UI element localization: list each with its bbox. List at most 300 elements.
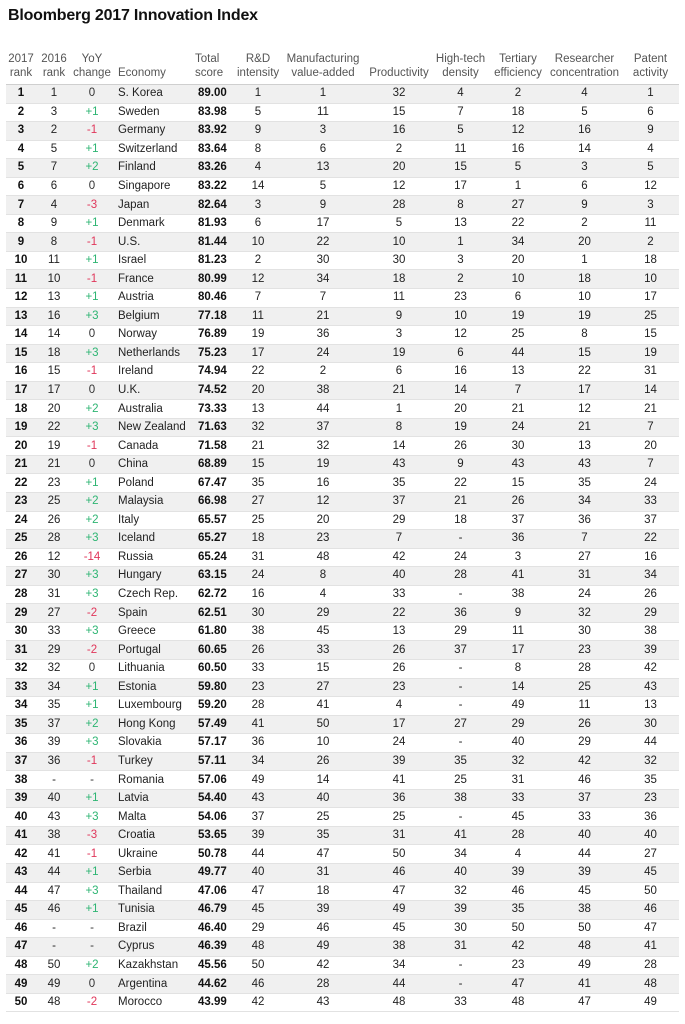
cell-yoy-change: +3 xyxy=(72,530,112,549)
cell-researcher-concentration: 35 xyxy=(547,474,622,493)
cell-high-tech-density: 17 xyxy=(432,177,489,196)
cell-high-tech-density: 35 xyxy=(432,752,489,771)
cell-rank-2016: 35 xyxy=(36,697,72,716)
cell-researcher-concentration: 19 xyxy=(547,307,622,326)
cell-economy: Malta xyxy=(112,808,194,827)
cell-total-score: 57.06 xyxy=(194,771,236,790)
table-row xyxy=(6,344,679,363)
cell-rank-2017: 50 xyxy=(6,993,36,1012)
cell-rank-2017: 5 xyxy=(6,159,36,178)
table-row xyxy=(6,975,679,994)
table-row xyxy=(6,808,679,827)
cell-rank-2016: 8 xyxy=(36,233,72,252)
cell-rd-intensity: 48 xyxy=(236,938,280,957)
cell-economy: Cyprus xyxy=(112,938,194,957)
cell-manufacturing: 40 xyxy=(280,789,366,808)
cell-high-tech-density: 19 xyxy=(432,418,489,437)
cell-tertiary-efficiency: 43 xyxy=(489,455,547,474)
cell-total-score: 62.51 xyxy=(194,604,236,623)
cell-tertiary-efficiency: 33 xyxy=(489,789,547,808)
cell-rank-2017: 35 xyxy=(6,715,36,734)
cell-yoy-change: -2 xyxy=(72,604,112,623)
cell-tertiary-efficiency: 37 xyxy=(489,511,547,530)
cell-productivity: 45 xyxy=(366,919,432,938)
cell-rank-2017: 14 xyxy=(6,326,36,345)
cell-total-score: 89.00 xyxy=(194,85,236,104)
cell-total-score: 67.47 xyxy=(194,474,236,493)
cell-manufacturing: 33 xyxy=(280,641,366,660)
cell-tertiary-efficiency: 2 xyxy=(489,85,547,104)
table-row xyxy=(6,882,679,901)
cell-rd-intensity: 37 xyxy=(236,808,280,827)
cell-researcher-concentration: 20 xyxy=(547,233,622,252)
cell-researcher-concentration: 13 xyxy=(547,437,622,456)
cell-rank-2016: 17 xyxy=(36,381,72,400)
cell-yoy-change: +2 xyxy=(72,956,112,975)
cell-productivity: 32 xyxy=(366,85,432,104)
cell-yoy-change: +1 xyxy=(72,251,112,270)
cell-rank-2017: 43 xyxy=(6,863,36,882)
cell-rank-2016: 28 xyxy=(36,530,72,549)
cell-high-tech-density: - xyxy=(432,585,489,604)
cell-yoy-change: +1 xyxy=(72,863,112,882)
cell-researcher-concentration: 10 xyxy=(547,289,622,308)
cell-economy: Spain xyxy=(112,604,194,623)
cell-rd-intensity: 28 xyxy=(236,697,280,716)
cell-tertiary-efficiency: 19 xyxy=(489,307,547,326)
cell-researcher-concentration: 32 xyxy=(547,604,622,623)
cell-researcher-concentration: 23 xyxy=(547,641,622,660)
cell-tertiary-efficiency: 9 xyxy=(489,604,547,623)
table-row xyxy=(6,214,679,233)
cell-rank-2017: 13 xyxy=(6,307,36,326)
cell-tertiary-efficiency: 17 xyxy=(489,641,547,660)
cell-manufacturing: 50 xyxy=(280,715,366,734)
cell-rank-2017: 27 xyxy=(6,567,36,586)
cell-researcher-concentration: 3 xyxy=(547,159,622,178)
cell-economy: Denmark xyxy=(112,214,194,233)
cell-rank-2016: 27 xyxy=(36,604,72,623)
cell-patent-activity: 38 xyxy=(622,622,679,641)
cell-economy: S. Korea xyxy=(112,85,194,104)
cell-high-tech-density: 8 xyxy=(432,196,489,215)
cell-economy: Finland xyxy=(112,159,194,178)
cell-researcher-concentration: 39 xyxy=(547,863,622,882)
cell-economy: Japan xyxy=(112,196,194,215)
cell-manufacturing: 15 xyxy=(280,659,366,678)
cell-high-tech-density: 15 xyxy=(432,159,489,178)
table-row xyxy=(6,548,679,567)
cell-yoy-change: -1 xyxy=(72,752,112,771)
cell-tertiary-efficiency: 4 xyxy=(489,845,547,864)
cell-high-tech-density: 6 xyxy=(432,344,489,363)
cell-productivity: 28 xyxy=(366,196,432,215)
cell-high-tech-density: 38 xyxy=(432,789,489,808)
cell-productivity: 37 xyxy=(366,493,432,512)
cell-productivity: 8 xyxy=(366,418,432,437)
cell-patent-activity: 14 xyxy=(622,381,679,400)
cell-manufacturing: 29 xyxy=(280,604,366,623)
cell-rank-2017: 6 xyxy=(6,177,36,196)
cell-high-tech-density: - xyxy=(432,678,489,697)
innovation-index-table xyxy=(6,52,679,1012)
header-tertiary-efficiency: Tertiary efficiency xyxy=(494,53,542,79)
cell-productivity: 3 xyxy=(366,326,432,345)
cell-yoy-change: -1 xyxy=(72,122,112,141)
cell-rank-2016: - xyxy=(36,938,72,957)
cell-rd-intensity: 44 xyxy=(236,845,280,864)
cell-tertiary-efficiency: 44 xyxy=(489,344,547,363)
cell-manufacturing: 41 xyxy=(280,697,366,716)
cell-yoy-change: +2 xyxy=(72,493,112,512)
cell-total-score: 71.63 xyxy=(194,418,236,437)
cell-tertiary-efficiency: 24 xyxy=(489,418,547,437)
cell-patent-activity: 42 xyxy=(622,659,679,678)
cell-tertiary-efficiency: 1 xyxy=(489,177,547,196)
cell-tertiary-efficiency: 42 xyxy=(489,938,547,957)
header-manufacturing: Manufacturing value-added xyxy=(286,53,360,79)
cell-patent-activity: 40 xyxy=(622,826,679,845)
cell-rd-intensity: 14 xyxy=(236,177,280,196)
cell-researcher-concentration: 2 xyxy=(547,214,622,233)
cell-total-score: 47.06 xyxy=(194,882,236,901)
cell-rd-intensity: 1 xyxy=(236,85,280,104)
cell-rank-2016: 32 xyxy=(36,659,72,678)
table-row xyxy=(6,400,679,419)
cell-rank-2016: 25 xyxy=(36,493,72,512)
cell-tertiary-efficiency: 7 xyxy=(489,381,547,400)
cell-rank-2017: 30 xyxy=(6,622,36,641)
cell-patent-activity: 31 xyxy=(622,363,679,382)
cell-patent-activity: 15 xyxy=(622,326,679,345)
cell-yoy-change: +1 xyxy=(72,789,112,808)
cell-productivity: 1 xyxy=(366,400,432,419)
cell-patent-activity: 39 xyxy=(622,641,679,660)
cell-patent-activity: 3 xyxy=(622,196,679,215)
table-row xyxy=(6,919,679,938)
cell-patent-activity: 16 xyxy=(622,548,679,567)
cell-rd-intensity: 21 xyxy=(236,437,280,456)
cell-patent-activity: 47 xyxy=(622,919,679,938)
cell-high-tech-density: 29 xyxy=(432,622,489,641)
cell-productivity: 4 xyxy=(366,697,432,716)
cell-rd-intensity: 5 xyxy=(236,103,280,122)
cell-total-score: 59.80 xyxy=(194,678,236,697)
cell-manufacturing: 28 xyxy=(280,975,366,994)
cell-rank-2016: 5 xyxy=(36,140,72,159)
cell-rank-2016: 23 xyxy=(36,474,72,493)
cell-tertiary-efficiency: 8 xyxy=(489,659,547,678)
cell-yoy-change: - xyxy=(72,919,112,938)
cell-researcher-concentration: 5 xyxy=(547,103,622,122)
table-row xyxy=(6,307,679,326)
cell-rank-2016: 40 xyxy=(36,789,72,808)
cell-yoy-change: +1 xyxy=(72,474,112,493)
cell-high-tech-density: 39 xyxy=(432,901,489,920)
cell-yoy-change: -3 xyxy=(72,826,112,845)
cell-rd-intensity: 31 xyxy=(236,548,280,567)
cell-patent-activity: 11 xyxy=(622,214,679,233)
table-row xyxy=(6,493,679,512)
cell-productivity: 17 xyxy=(366,715,432,734)
cell-rank-2016: 16 xyxy=(36,307,72,326)
cell-economy: France xyxy=(112,270,194,289)
cell-yoy-change: +3 xyxy=(72,882,112,901)
cell-productivity: 43 xyxy=(366,455,432,474)
table-row xyxy=(6,122,679,141)
cell-researcher-concentration: 40 xyxy=(547,826,622,845)
cell-rank-2017: 40 xyxy=(6,808,36,827)
cell-rd-intensity: 19 xyxy=(236,326,280,345)
cell-researcher-concentration: 49 xyxy=(547,956,622,975)
cell-tertiary-efficiency: 48 xyxy=(489,993,547,1012)
cell-rd-intensity: 12 xyxy=(236,270,280,289)
cell-tertiary-efficiency: 39 xyxy=(489,863,547,882)
cell-tertiary-efficiency: 26 xyxy=(489,493,547,512)
cell-tertiary-efficiency: 45 xyxy=(489,808,547,827)
table-row xyxy=(6,993,679,1012)
cell-rank-2016: 30 xyxy=(36,567,72,586)
cell-high-tech-density: 5 xyxy=(432,122,489,141)
cell-tertiary-efficiency: 41 xyxy=(489,567,547,586)
cell-economy: Israel xyxy=(112,251,194,270)
cell-rank-2016: 18 xyxy=(36,344,72,363)
cell-patent-activity: 10 xyxy=(622,270,679,289)
cell-patent-activity: 20 xyxy=(622,437,679,456)
cell-researcher-concentration: 18 xyxy=(547,270,622,289)
cell-researcher-concentration: 44 xyxy=(547,845,622,864)
cell-patent-activity: 5 xyxy=(622,159,679,178)
cell-rd-intensity: 49 xyxy=(236,771,280,790)
cell-rank-2016: 12 xyxy=(36,548,72,567)
cell-tertiary-efficiency: 5 xyxy=(489,159,547,178)
cell-high-tech-density: 37 xyxy=(432,641,489,660)
cell-productivity: 19 xyxy=(366,344,432,363)
cell-tertiary-efficiency: 47 xyxy=(489,975,547,994)
cell-rank-2017: 2 xyxy=(6,103,36,122)
cell-manufacturing: 44 xyxy=(280,400,366,419)
cell-high-tech-density: - xyxy=(432,975,489,994)
cell-researcher-concentration: 11 xyxy=(547,697,622,716)
cell-rank-2016: - xyxy=(36,771,72,790)
cell-researcher-concentration: 28 xyxy=(547,659,622,678)
table-row xyxy=(6,511,679,530)
cell-total-score: 83.26 xyxy=(194,159,236,178)
cell-researcher-concentration: 48 xyxy=(547,938,622,957)
cell-manufacturing: 8 xyxy=(280,567,366,586)
cell-tertiary-efficiency: 32 xyxy=(489,752,547,771)
cell-rank-2017: 21 xyxy=(6,455,36,474)
cell-economy: Argentina xyxy=(112,975,194,994)
cell-total-score: 54.06 xyxy=(194,808,236,827)
cell-tertiary-efficiency: 3 xyxy=(489,548,547,567)
table-row xyxy=(6,363,679,382)
cell-rank-2017: 8 xyxy=(6,214,36,233)
cell-rank-2017: 18 xyxy=(6,400,36,419)
cell-productivity: 31 xyxy=(366,826,432,845)
cell-productivity: 15 xyxy=(366,103,432,122)
cell-tertiary-efficiency: 14 xyxy=(489,678,547,697)
cell-productivity: 7 xyxy=(366,530,432,549)
cell-researcher-concentration: 12 xyxy=(547,400,622,419)
cell-tertiary-efficiency: 31 xyxy=(489,771,547,790)
cell-productivity: 11 xyxy=(366,289,432,308)
cell-patent-activity: 19 xyxy=(622,344,679,363)
cell-rank-2017: 45 xyxy=(6,901,36,920)
cell-yoy-change: +3 xyxy=(72,585,112,604)
cell-high-tech-density: 1 xyxy=(432,233,489,252)
cell-economy: Greece xyxy=(112,622,194,641)
cell-total-score: 46.79 xyxy=(194,901,236,920)
cell-economy: Norway xyxy=(112,326,194,345)
cell-high-tech-density: - xyxy=(432,734,489,753)
cell-high-tech-density: 9 xyxy=(432,455,489,474)
cell-patent-activity: 21 xyxy=(622,400,679,419)
cell-rd-intensity: 4 xyxy=(236,159,280,178)
cell-rank-2016: 36 xyxy=(36,752,72,771)
cell-total-score: 74.94 xyxy=(194,363,236,382)
cell-yoy-change: 0 xyxy=(72,326,112,345)
cell-rank-2017: 36 xyxy=(6,734,36,753)
cell-rank-2016: 48 xyxy=(36,993,72,1012)
cell-researcher-concentration: 24 xyxy=(547,585,622,604)
cell-economy: Brazil xyxy=(112,919,194,938)
cell-patent-activity: 41 xyxy=(622,938,679,957)
cell-patent-activity: 7 xyxy=(622,455,679,474)
cell-rd-intensity: 25 xyxy=(236,511,280,530)
cell-yoy-change: -2 xyxy=(72,641,112,660)
cell-rank-2016: 46 xyxy=(36,901,72,920)
cell-rd-intensity: 8 xyxy=(236,140,280,159)
cell-patent-activity: 35 xyxy=(622,771,679,790)
cell-productivity: 23 xyxy=(366,678,432,697)
cell-tertiary-efficiency: 30 xyxy=(489,437,547,456)
cell-productivity: 39 xyxy=(366,752,432,771)
cell-productivity: 34 xyxy=(366,956,432,975)
cell-total-score: 75.23 xyxy=(194,344,236,363)
cell-researcher-concentration: 16 xyxy=(547,122,622,141)
cell-productivity: 47 xyxy=(366,882,432,901)
cell-tertiary-efficiency: 18 xyxy=(489,103,547,122)
cell-total-score: 80.46 xyxy=(194,289,236,308)
cell-rank-2016: 47 xyxy=(36,882,72,901)
cell-yoy-change: 0 xyxy=(72,381,112,400)
cell-total-score: 83.92 xyxy=(194,122,236,141)
cell-rd-intensity: 38 xyxy=(236,622,280,641)
cell-rank-2017: 4 xyxy=(6,140,36,159)
cell-yoy-change: +3 xyxy=(72,418,112,437)
cell-productivity: 42 xyxy=(366,548,432,567)
cell-manufacturing: 9 xyxy=(280,196,366,215)
cell-economy: Belgium xyxy=(112,307,194,326)
cell-economy: Kazakhstan xyxy=(112,956,194,975)
cell-productivity: 22 xyxy=(366,604,432,623)
cell-rd-intensity: 10 xyxy=(236,233,280,252)
cell-researcher-concentration: 43 xyxy=(547,455,622,474)
cell-economy: Malaysia xyxy=(112,493,194,512)
cell-rank-2016: 38 xyxy=(36,826,72,845)
cell-patent-activity: 28 xyxy=(622,956,679,975)
cell-high-tech-density: 41 xyxy=(432,826,489,845)
cell-economy: Latvia xyxy=(112,789,194,808)
cell-tertiary-efficiency: 50 xyxy=(489,919,547,938)
cell-tertiary-efficiency: 38 xyxy=(489,585,547,604)
cell-manufacturing: 26 xyxy=(280,752,366,771)
cell-rank-2016: 34 xyxy=(36,678,72,697)
cell-patent-activity: 29 xyxy=(622,604,679,623)
cell-rank-2016: 4 xyxy=(36,196,72,215)
table-row xyxy=(6,85,679,104)
cell-patent-activity: 4 xyxy=(622,140,679,159)
cell-total-score: 71.58 xyxy=(194,437,236,456)
cell-economy: Hungary xyxy=(112,567,194,586)
cell-rd-intensity: 46 xyxy=(236,975,280,994)
cell-manufacturing: 49 xyxy=(280,938,366,957)
cell-researcher-concentration: 45 xyxy=(547,882,622,901)
cell-productivity: 18 xyxy=(366,270,432,289)
table-row xyxy=(6,196,679,215)
cell-tertiary-efficiency: 13 xyxy=(489,363,547,382)
cell-manufacturing: 7 xyxy=(280,289,366,308)
cell-rank-2017: 37 xyxy=(6,752,36,771)
cell-total-score: 77.18 xyxy=(194,307,236,326)
cell-economy: Croatia xyxy=(112,826,194,845)
cell-total-score: 54.40 xyxy=(194,789,236,808)
cell-high-tech-density: 40 xyxy=(432,863,489,882)
table-row xyxy=(6,326,679,345)
cell-patent-activity: 30 xyxy=(622,715,679,734)
cell-rank-2016: 21 xyxy=(36,455,72,474)
cell-tertiary-efficiency: 20 xyxy=(489,251,547,270)
cell-tertiary-efficiency: 21 xyxy=(489,400,547,419)
cell-productivity: 38 xyxy=(366,938,432,957)
cell-rank-2017: 33 xyxy=(6,678,36,697)
cell-rank-2017: 32 xyxy=(6,659,36,678)
cell-yoy-change: 0 xyxy=(72,455,112,474)
cell-rank-2016: 44 xyxy=(36,863,72,882)
cell-rank-2017: 22 xyxy=(6,474,36,493)
cell-rank-2016: 9 xyxy=(36,214,72,233)
header-yoy-change: YoY change xyxy=(73,53,111,79)
cell-patent-activity: 22 xyxy=(622,530,679,549)
cell-total-score: 68.89 xyxy=(194,455,236,474)
cell-yoy-change: -1 xyxy=(72,270,112,289)
cell-rd-intensity: 2 xyxy=(236,251,280,270)
cell-productivity: 40 xyxy=(366,567,432,586)
cell-total-score: 46.40 xyxy=(194,919,236,938)
cell-high-tech-density: 14 xyxy=(432,381,489,400)
cell-economy: Lithuania xyxy=(112,659,194,678)
cell-manufacturing: 22 xyxy=(280,233,366,252)
cell-rd-intensity: 41 xyxy=(236,715,280,734)
cell-rank-2017: 41 xyxy=(6,826,36,845)
table-row xyxy=(6,159,679,178)
cell-patent-activity: 45 xyxy=(622,863,679,882)
cell-productivity: 25 xyxy=(366,808,432,827)
cell-total-score: 74.52 xyxy=(194,381,236,400)
cell-total-score: 49.77 xyxy=(194,863,236,882)
cell-rank-2016: 2 xyxy=(36,122,72,141)
cell-high-tech-density: 2 xyxy=(432,270,489,289)
cell-productivity: 10 xyxy=(366,233,432,252)
header-researcher-concentration: Researcher concentration xyxy=(549,53,620,79)
cell-economy: Morocco xyxy=(112,993,194,1012)
cell-manufacturing: 37 xyxy=(280,418,366,437)
table-row xyxy=(6,103,679,122)
cell-yoy-change: - xyxy=(72,771,112,790)
cell-high-tech-density: 20 xyxy=(432,400,489,419)
table-row xyxy=(6,938,679,957)
